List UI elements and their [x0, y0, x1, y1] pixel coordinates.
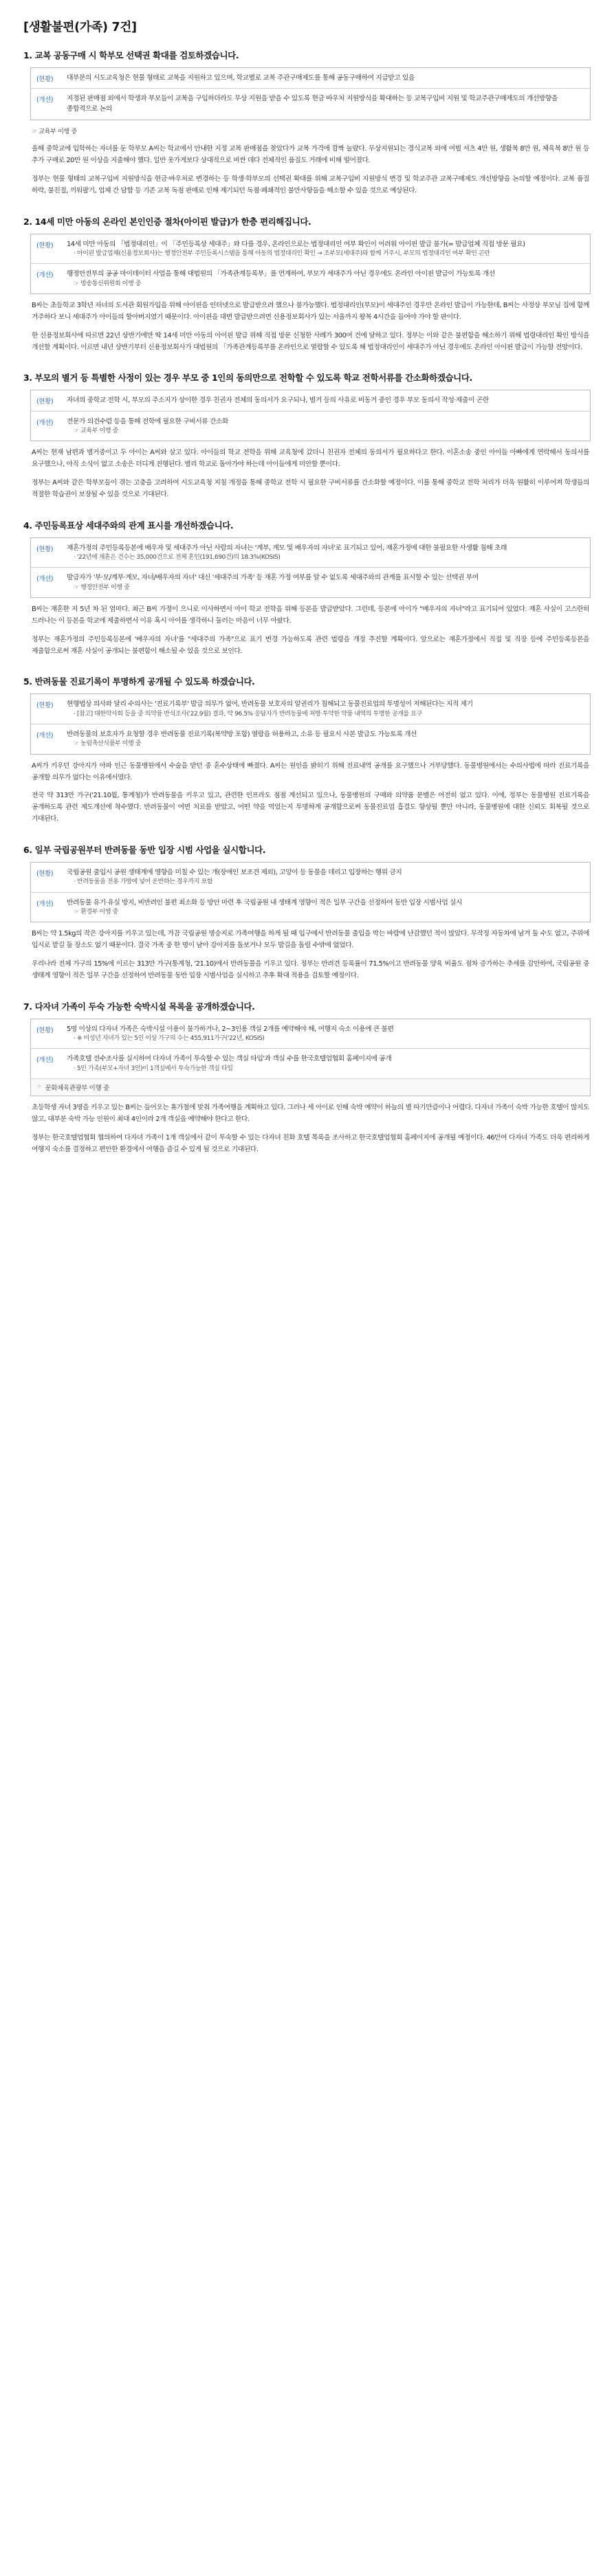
row-subnote: · ※ 미성년 자녀가 있는 5인 이상 가구의 수는 455,911가구('22년, KOSIS) — [74, 1034, 265, 1042]
row-subnote: · [참고] 대한약사회 등을 중 의약품 반식조사('22.9월) 결과, 약 96.5% 응답자가 반려동물에 처방·투약한 약품 내역의 투명한 공개를 요구 — [74, 710, 422, 718]
summary-box — [30, 862, 591, 922]
current-status-row — [31, 390, 590, 411]
item-heading: 2. 14세 미만 아동의 온라인 본인인증 절차(아이핀 발급)가 한층 편리해집니다. — [23, 216, 311, 227]
row-tag: (현황) — [36, 398, 54, 406]
item-heading: 1. 교복 공동구매 시 학부모 선택권 확대를 검토하겠습니다. — [23, 50, 239, 60]
summary-box — [30, 390, 591, 441]
row-text: 발급자가 '부·모/계부·계모, 자녀/배우자의 자녀' 대신 '세대주의 가족' 등 재혼 가정 여부를 알 수 없도록 세대주와의 관계를 표시할 수 있는 선택권 부여 ☞ 행정안전부 이행 중 — [67, 573, 584, 592]
policy-item — [21, 371, 593, 500]
summary-box — [30, 537, 591, 598]
case-paragraph: A씨는 현재 남편과 별거중이고 두 아이는 A씨와 살고 있다. 아이들의 학교 전학을 위해 교육청에 갔더니 친권자 전체의 동의서가 필요하다고 한다. 이혼소송 중인 아이들 아빠에게 연락해서 동의서를 요구했으나, 아직 소식이 없고 소송은 더디게 진행된다. 별리 학교로 돌아가야 하는데 아이들에게 미안할 뿐이다. — [32, 449, 589, 469]
policy-item — [21, 1000, 593, 1156]
current-status-row — [31, 68, 590, 89]
row-tag: (개선) — [36, 900, 54, 908]
current-status-row — [31, 863, 590, 893]
row-subnote: · 5인 가족(부모+자녀 3인)이 1객실에서 투숙가능한 객실 타입 — [74, 1065, 233, 1072]
case-paragraph: 우리나라 전체 가구의 15%에 이르는 313만 가구(통계청, '21.10)에서 반려동물을 키우고 있다. 정부는 반려견 등록률이 71.5%이고 반려동물 양육 비율도 점차 증가하는 추세를 감안하여, 국립공원 중 생태계 영향이 적은 일부 구간을 선정하여 반려동물 동반 입장 시범사업을 실시하고 추후 확대 적용을 검토할 예정이다. — [32, 959, 589, 979]
responsible-department: ☞ 교육부 이행 중 — [32, 127, 77, 135]
row-tag: (개선) — [36, 419, 54, 427]
case-paragraph: 정부는 A씨와 같은 학부모들이 겪는 고충을 고려하여 시도교육청 지침 개정을 통해 중학교 전학 시 필요한 구비서류를 간소화할 예정이다. 이를 통해 중학교 전학 처리가 더욱 원활히 이루어져 학생들의 적절한 학습권이 보장될 수 있을 것으로 기대된다. — [32, 478, 589, 498]
row-text: 가족호텔 전수조사를 실시하여 다자녀 가족이 투숙할 수 있는 객실 타입'과 객실 수를 한국호텔업협회 홈페이지에 공개 · 5인 가족(부모+자녀 3인)이 1객실에서 투숙가능한 객실 타입 — [67, 1054, 584, 1074]
case-paragraph: B씨는 약 1.5kg의 작은 강아지를 키우고 있는데, 가끔 국립공원 명승지로 가족여행을 하게 될 때 입구에서 반려동물 출입을 막는 바람에 난감했던 적이 많았다. 무작정 자동차에 남겨 둘 수도 없고, 주위에 입시로 맡길 둘 장소도 없기 때문이다. 결국 가족 중 한 명이 남아 강아지를 돌보거나 모두 발길을 돌릴 수밖에 없었다. — [32, 930, 589, 950]
row-text: 대부분의 시도교육청은 현물 형태로 교복을 지원하고 있으며, 학교별로 교복 주관구매제도를 통해 공동구매하여 지급받고 있음 — [67, 74, 415, 82]
case-paragraph: 전국 약 313만 가구('21.10월, 통계청)가 반려동물을 키우고 있고, 관련한 인프라도 점점 계선되고 있으나, 동물병원의 구매와 의약품 분별은 여전히 없고 있다. 이에, 정부는 동물병원 진료기록을 공개하도록 관련 제도개선에 착수했다. 반려동물이 여면 치료를 받았고, 어떤 약을 먹었는지 투명하게 공개함으로써 동물진료업 흡결도 향상될 뿐만 아니라, 동물병원에 대한 신뢰도 회복될 것으로 기대된다. — [32, 792, 589, 823]
current-status-row — [31, 538, 590, 568]
case-paragraph: 정부는 현물 형태의 교복구입비 지원방식을 현금·바우처로 변경하는 등 학생·학부모의 선택권 확대를 위해 교복구입비 지원방식 변경 및 학교주관 교복구매제도 개선방향을 논의할 예정이다. 교복 품질 하락, 불친절, 끼워팔기, 업체 간 담합 등 기존 교복 독점 판매로 인해 제기되던 독점·폐쇄적인 불만사항들을 해소할 수 있을 것으로 예상된다. — [32, 175, 589, 195]
improvement-row — [31, 1049, 590, 1079]
row-tag: (현황) — [36, 241, 54, 249]
case-paragraph: 올해 중학교에 입학하는 자녀를 둔 학부모 A씨는 학교에서 안내한 지정 교복 판매점을 찾았다가 교복 가격에 깜짝 놀랐다. 무상지원되는 경식교복 외에 여벌 셔츠 4만 원, 생활복 8만 원, 체육복 8만 원 등 추가 구매로 20만 원 이상을 지출해야 했다. 일반 옷가게보다 상대적으로 비싼 데다 전체적인 품질도 거래에 비해 떨어졌다. — [32, 145, 589, 165]
item-list — [21, 49, 593, 1155]
row-text: 반려동물 유기·유실 방지, 비반려인 불편 최소화 등 방안 마련 후 국립공원 내 생태계 영향이 적은 일부 구간을 선정하여 동반 입장 시범사업 실시 ☞ 환경부 이행 중 — [67, 898, 584, 918]
policy-item — [21, 843, 593, 982]
row-text: 5명 이상의 다자녀 가족은 숙박시설 이용이 불가하거나, 2~3인용 객실 2개를 예약해야 해, 여행지 숙소 이용에 큰 불편 · ※ 미성년 자녀가 있는 5인 이상 가구의 수는 455,911가구('22년, KOSIS) — [67, 1024, 584, 1044]
improvement-row — [31, 264, 590, 293]
row-text: 자녀의 중학교 전학 시, 부모의 주소지가 상이한 경우 친권자 전체의 동의서가 요구되나, 별거 등의 사유로 비동거 중인 경우 부모 동의서 작성·제출이 곤란 — [67, 397, 489, 405]
case-paragraph: A씨가 키우던 강아지가 아파 인근 동물병원에서 수술을 받던 중 혼수상태에 빠졌다. A씨는 원인을 밝히기 위해 진료내역 공개를 요구했으나 거부당했다. 동물병원에서는 수의사법에 따라 진료기록을 공개할 의무가 없다는 이유에서였다. — [32, 762, 589, 781]
row-tag: (개선) — [36, 96, 54, 104]
row-text: 현행법상 의사와 달리 수의사는 '진료기록부' 발급 의무가 없어, 반려동물 보호자의 알권리가 침해되고 동물진료업의 투명성이 저해된다는 지적 제기 · [참고] 대한약사회 등을 중 의약품 반식조사('22.9월) 결과, 약 96.5% 응답자가 반려동물에 처방·투약한 약품 내역의 투명한 공개를 요구 — [67, 699, 584, 719]
department-label: ☞ 행정안전부 이행 중 — [74, 584, 130, 591]
case-paragraph: B씨는 재혼한 지 5년 차 된 엄마다. 최근 B씨 가정이 으니로 이사하면서 아이 학교 전학을 위해 등본을 발급받았다. 그런데, 등본에 아이가 "배우자의 자녀"라고 표기되어 있었다. 재혼 사실이 고스란히 드러나는 이 등본을 학교에 제출하면서 이유 혹시 아이를 생각하니 둘러는 마음이 너무 아팠다. — [32, 606, 589, 625]
row-tag: (현황) — [36, 76, 54, 83]
case-paragraph: B씨는 초등학교 3학년 자녀의 도서관 회원가입을 위해 아이핀을 인터넷으로 발급받으려 했으나 불가능했다. 법정대리인(부모)이 세대주인 경우만 온라인 발급이 가능한데, B씨는 사정상 부모님 집에 함께 거주하다 보니 세대주가 아이들의 할아버지였기 때문이다. 아이핀을 대면 발급받으려면 신용정보회사가 있는 서울까지 왕복 4시간을 들여야 가야 할 판이다. — [32, 302, 589, 321]
row-tag: (현황) — [36, 869, 54, 878]
row-text: 지정된 판매점 외에서 학생과 부모들이 교복을 구입하더라도 무상 지원을 받을 수 있도록 현금 바우처 지원방식을 확대하는 등 교복구입비 지원 및 학교주관구매제도의 개선방향을 종합적으로 논의 — [67, 95, 558, 113]
row-subnote: · 아이핀 발급업체(신용정보회사)는 행정안전부 주민등록시스템을 통해 아동의 법정대리인 확인 → 조부모(세대주)와 함께 거주시, 부모의 법정대리인 여부 확인 곤란 — [74, 249, 490, 257]
row-tag: (개선) — [36, 271, 54, 280]
improvement-row — [31, 89, 590, 119]
document-page — [0, 0, 614, 1201]
department-label: 문화체육관광부 이행 중 — [45, 1085, 109, 1092]
row-text: 국립공원 출입시 공원 생태계에 영향을 미칠 수 있는 개(장애인 보조견 제외), 고양이 등 동물을 데리고 입장하는 행위 금지 · 반려동물을 전용 가방에 넣어 운반하는 경우까지 포함 — [67, 867, 584, 887]
item-heading: 6. 일부 국립공원부터 반려동물 동반 입장 시범 사업을 실시합니다. — [23, 844, 266, 855]
case-paragraph: 정부는 재혼가정의 주민등록등본에 '배우자의 자녀'를 "세대주의 가족"으로 표기 변경 가능하도록 관련 법령을 개정 추진할 계획이다. 앞으로는 재혼가정에서 직접 및 직장 등에 주민등록등본을 제출함으로써 재혼 사실이 공개되는 불편함이 해소될 수 있을 것으로 보인다. — [32, 635, 589, 655]
page-title: [생활불편(가족) 7건] — [23, 21, 137, 34]
row-subnote: · 반려동물을 전용 가방에 넣어 운반하는 경우까지 포함 — [74, 878, 213, 886]
row-text: 재혼가정의 주민등록등본에 배우자 및 세대주가 아닌 사람의 자녀는 '계부, 계모 및 배우자의 자녀'로 표기되고 있어, 재혼가정에 대한 불필요한 사생활 침해 초래 · '22년에 재혼은 건수는 35,000건으로 전체 혼인(191,690건)의 18.3%(KOSIS) — [67, 543, 584, 563]
current-status-row — [31, 1019, 590, 1050]
item-heading: 5. 반려동물 진료기록이 투명하게 공개될 수 있도록 하겠습니다. — [23, 676, 255, 687]
improvement-row — [31, 568, 590, 597]
item-heading: 4. 주민등록표상 세대주와의 관계 표시를 개선하겠습니다. — [23, 520, 234, 531]
row-tag: (개선) — [36, 732, 54, 740]
case-paragraph: 정부는 한국호텔업협회 협의하여 다자녀 가족이 1개 객실에서 같이 투숙할 수 있는 다자녀 친화 호텔 목록을 조사하고 한국호텔업협회 홈페이지에 공개될 예정이다. 46만여 다자녀 가족도 더욱 편리하게 여행지 숙소를 결정하고 편안한 환경에서 여행을 즐길 수 있게 될 것으로 기대된다. — [32, 1133, 589, 1153]
improvement-row — [31, 412, 590, 441]
row-tag: (개선) — [36, 575, 54, 584]
summary-box — [30, 67, 591, 120]
item-heading: 7. 다자녀 가족이 두숙 가능한 숙박시설 목록을 공개하겠습니다. — [23, 1001, 255, 1012]
row-text: 전문가 의견수렴 등을 통해 전학에 필요한 구비서류 간소화 ☞ 교육부 이행 중 — [67, 417, 584, 436]
summary-box — [30, 234, 591, 294]
improvement-row — [31, 724, 590, 754]
summary-box — [30, 693, 591, 754]
policy-item — [21, 519, 593, 658]
department-label: ☞ 환경부 이행 중 — [74, 908, 118, 915]
policy-item — [21, 675, 593, 825]
row-tag: (현황) — [36, 1026, 54, 1034]
policy-item — [21, 215, 593, 354]
case-paragraph: 한 신용정보회사에 따르면 22년 상반기에만 딱 14세 미만 아동의 아이핀 발급 위해 직접 방문 신청한 사례가 300여 건에 달하고 있다. 정부는 이와 같은 불편함을 해소하기 위해 법령대리인 확인 방식을 개선할 계획이다. 이르면 내년 상반기부터 신용정보회사가 대법원의 「가족관계등록부를 온라인으로 열람할 수 있도록 해 법정대리인이 세대주가 아닌 경우에도 온라인 아이핀 발급이 가능할 전망이다. — [32, 331, 589, 351]
item-heading: 3. 부모의 별거 등 특별한 사정이 있는 경우 부모 중 1인의 동의만으로 전학할 수 있도록 학교 전학서류를 간소화하겠습니다. — [23, 373, 472, 384]
row-text: 반려동물의 보호자가 요청할 경우 반려동물 진료기록(복약방 포함) 열람을 허용하고, 소유 등 필요시 사본 발급도 가능토록 개선 ☞ 농림축산식품부 이행 중 — [67, 729, 584, 749]
summary-box — [30, 1019, 591, 1096]
row-tag: (현황) — [36, 545, 54, 553]
pointer-icon: ☞ — [36, 1083, 42, 1091]
case-paragraph: 초등학생 자녀 3명을 키우고 있는 B씨는 들어오는 휴가철에 맞춰 가족여행을 계획하고 있다. 그러나 세 아이로 인해 숙박 예약이 하늘의 별 따기만큼이나 어렵다. 다자녀 가족이 숙박 가능한 호텔이 많지도 않고, 대부분 숙박 가능 인원이 최대 4인이라 2개 객실을 예약해야 한다고 한다. — [32, 1104, 589, 1123]
row-text: 행정안전부의 공공 마이데이터 사업을 통해 대법원의 「가족관계등록부」를 연계하여, 부모가 세대주가 아닌 경우에도 온라인 아이핀 발급이 가능토록 개선 ☞ 방송통신위원회 이행 중 — [67, 269, 584, 289]
row-subnote: · '22년에 재혼은 건수는 35,000건으로 전체 혼인(191,690건)의 18.3%(KOSIS) — [74, 553, 281, 561]
current-status-row — [31, 234, 590, 265]
department-label: ☞ 방송통신위원회 이행 중 — [74, 280, 141, 287]
responsible-department — [31, 1079, 590, 1096]
department-label: ☞ 교육부 이행 중 — [74, 427, 118, 434]
row-tag: (개선) — [36, 1056, 54, 1065]
department-label: ☞ 농림축산식품부 이행 중 — [74, 740, 141, 748]
current-status-row — [31, 694, 590, 724]
row-text: 14세 미만 아동의 「법정대리인」이 「주민등록상 세대주」와 다를 경우, 온라인으로는 법정대리인 여부 확인이 어려워 아이핀 발급 불가(= 발급업체 직접 방문 필요) · 아이핀 발급업체(신용정보회사)는 행정안전부 주민등록시스템을 통해 아동의 법정대리인 확인 → 조부모(세대주)와 함께 거주시, 부모의 법정대리인 여부 확인 곤란 — [67, 239, 584, 259]
improvement-row — [31, 893, 590, 922]
row-tag: (현황) — [36, 702, 54, 710]
policy-item — [21, 49, 593, 197]
